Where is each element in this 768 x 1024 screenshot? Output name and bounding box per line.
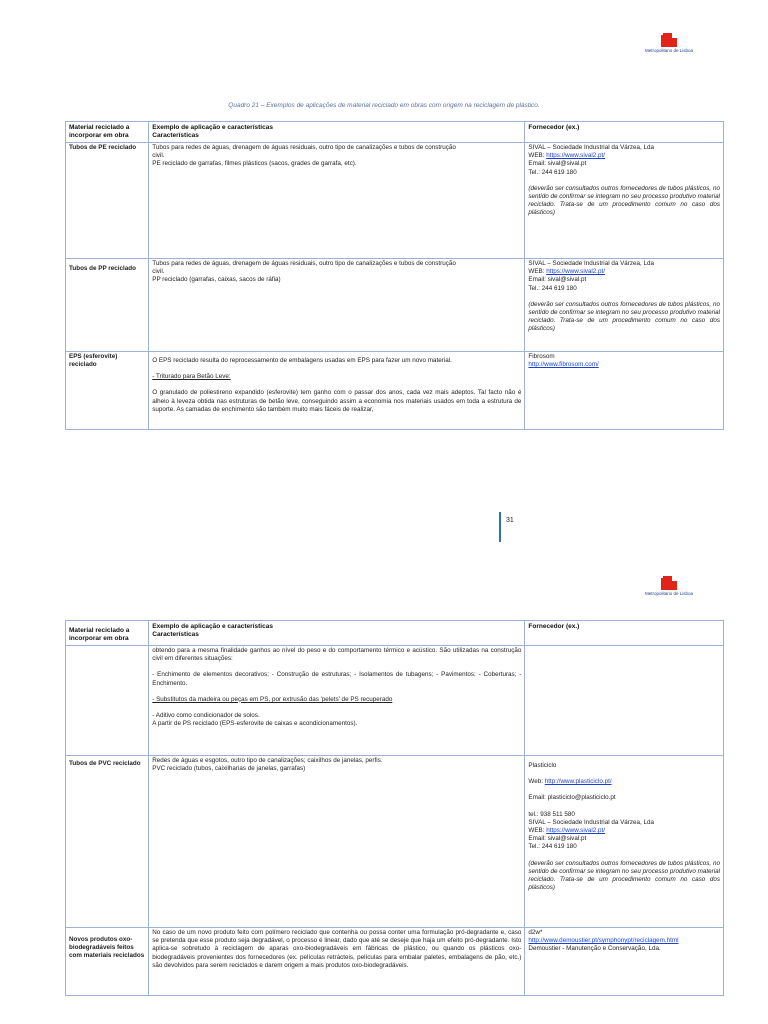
material-label: Tubos de PVC reciclado <box>69 760 141 767</box>
supplier-email: Email: sival@sival.pt <box>528 160 587 168</box>
supplier-name: Demoustier - Manutenção e Conservação, Lda. <box>528 945 661 953</box>
table-header-row <box>66 122 724 143</box>
description-cell <box>149 143 525 259</box>
supplier-web-link[interactable]: http://www.demoustier.pt/symphonypt/reciclagem.html <box>528 937 679 945</box>
header-supplier: Fornecedor (ex.) <box>525 122 724 143</box>
header-material: Material reciclado a incorporar em obra <box>66 621 149 646</box>
material-label: Tubos de PP reciclado <box>69 265 136 272</box>
table-caption: Quadro 21 – Exemplos de aplicações de material reciclado em obras com origem na reciclagem de plástico. <box>228 102 540 109</box>
description-line: PVC reciclado (tubos, caixilharias de janelas, garrafas) <box>152 765 306 773</box>
table-header-row <box>66 621 724 646</box>
supplier-web-link[interactable]: https://www.sival2.pt/ <box>546 268 606 276</box>
description-line: Tubos para redes de águas, drenagem de águas residuais, outro tipo de canalizações e tubos de construção <box>152 260 456 267</box>
table-row <box>66 928 724 996</box>
supplier-name: Fibrosom <box>528 353 555 360</box>
supplier-phone: Tel.: 244 619 180 <box>528 284 577 292</box>
description-paragraph: obtendo para a mesma finalidade ganhos ao nível do peso e do comportamento térmico e acústico. São utilizadas na construção civil em diferentes situações: <box>152 647 522 663</box>
table-row <box>66 756 724 928</box>
description-subheading: - Substitutos da madeira ou peças em PS, por extrusão das 'pelets' de PS recuperado <box>152 695 393 703</box>
supplier-cell <box>525 646 724 756</box>
header-supplier: Fornecedor (ex.) <box>525 621 724 646</box>
supplier-name: Plasticiclo <box>528 762 557 769</box>
header-application-line1: Exemplo de aplicação e características <box>152 623 273 630</box>
description-cell <box>149 352 525 430</box>
description-paragraph: A partir de PS reciclado (EPS-esferovite de caixas e acondicionamentos). <box>152 720 358 728</box>
material-label: Tubos de PE reciclado <box>69 144 137 151</box>
company-logo <box>634 33 704 53</box>
supplier-note: (deverão ser consultados outros fornecedores de tubos plásticos, no sentido de confirmar se integram no seu processo produtivo material reciclado. Trata-se de um procedimento comum no caso dos plásticos) <box>528 300 720 333</box>
supplier-web <box>528 827 720 835</box>
recycled-materials-table-2 <box>65 620 724 996</box>
supplier-web <box>528 152 720 160</box>
description-cell <box>149 259 525 352</box>
description-line: PE reciclado de garrafas, filmes plásticos (sacos, grades de garrafa, etc). <box>152 160 357 168</box>
supplier-web-link[interactable]: https://www.sival2.pt/ <box>546 827 606 835</box>
description-line: Tubos para redes de águas, drenagem de águas residuais, outro tipo de canalizações e tubos de construção <box>152 144 456 151</box>
supplier-phone: Tel.: 244 619 180 <box>528 168 577 176</box>
header-application <box>149 122 525 143</box>
supplier-email: Email: plasticiclo@plasticiclo.pt <box>528 794 616 802</box>
supplier-web <box>528 268 720 276</box>
description-line: PP reciclado (garrafas, caixas, sacos de ráfia) <box>152 276 281 284</box>
description-cell <box>149 928 525 996</box>
supplier-name: d2w* <box>528 929 543 936</box>
description-paragraph: - Aditivo como condicionador de solos. <box>152 712 260 720</box>
material-cell <box>66 928 149 996</box>
supplier-phone: Tel.: 244 619 180 <box>528 843 577 851</box>
logo-icon <box>661 576 677 590</box>
header-application-line1: Exemplo de aplicação e características <box>152 124 273 131</box>
header-application-line2: Características <box>152 132 199 139</box>
supplier-web-link[interactable]: https://www.sival2.pt/ <box>546 152 606 160</box>
material-cell <box>66 259 149 352</box>
description-line: civil. <box>152 152 165 160</box>
supplier-email: Email: sival@sival.pt <box>528 276 587 284</box>
material-cell <box>66 143 149 259</box>
material-label: Novos produtos oxo-biodegradáveis feitos com materiais reciclados <box>69 936 145 960</box>
page-number: 31 <box>506 517 514 524</box>
description-paragraph: O EPS reciclado resulta do reprocessamento de embalagens usadas em EPS para fazer um novo material. <box>152 357 452 364</box>
supplier-note: (deverão ser consultados outros fornecedores de tubos plásticos, no sentido de confirmar se integram no seu processo produtivo material reciclado. Trata-se de um procedimento comum no caso dos plásticos) <box>528 859 720 892</box>
header-application <box>149 621 525 646</box>
header-material: Material reciclado a incorporar em obra <box>66 122 149 143</box>
web-label: Web: <box>528 778 545 786</box>
header-application-line2: Características <box>152 631 199 638</box>
description-subheading: - Triturado para Betão Leve: <box>152 373 231 381</box>
description-line: civil. <box>152 268 165 276</box>
recycled-materials-table-1 <box>65 121 724 430</box>
material-cell <box>66 756 149 928</box>
description-cell <box>149 756 525 928</box>
description-cell <box>149 646 525 756</box>
table-row <box>66 259 724 352</box>
material-label: EPS (esferovite) reciclado <box>69 353 118 369</box>
supplier-name: SIVAL – Sociedade Industrial da Várzea, Lda <box>528 144 655 151</box>
supplier-cell <box>525 352 724 430</box>
supplier-web-link[interactable]: http://www.plasticiclo.pt/ <box>544 778 612 786</box>
table-row <box>66 352 724 430</box>
description-paragraph: - Enchimento de elementos decorativos; - Construção de estruturas; - Isolamentos de tubagens; - Pavimentos; - Coberturas; - Enchimento. <box>152 671 522 687</box>
logo-icon <box>661 33 677 47</box>
material-cell <box>66 646 149 756</box>
supplier-name: SIVAL – Sociedade Industrial da Várzea, Lda <box>528 818 655 826</box>
description-paragraph: No caso de um novo produto feito com polímero reciclado que contenha ou possa conter uma formulação pró-degradante e, caso se pretenda que esse produto seja degradável, o processo é linear, dado que até se deseje que haja um efeito pró-degradante. Isto aplica-se sobretudo à reciclagem de aparas oxo-biodegradáveis em fábricas de plástico, ou quando os plásticos oxo-biodegradáveis provenientes dos fornecedores (ex. películas retrácteis, películas para embalar paletes, embalagens de pão, etc.) são devolvidos para serem reciclados e darem origem a mais produtos oxo-biodegradáveis. <box>152 929 522 969</box>
supplier-note: (deverão ser consultados outros fornecedores de tubos plásticos, no sentido de confirmar se integram no seu processo produtivo material reciclado. Trata-se de um procedimento comum no caso dos plásticos) <box>528 184 720 217</box>
company-logo <box>634 576 704 596</box>
material-cell <box>66 352 149 430</box>
supplier-cell <box>525 756 724 928</box>
supplier-name: SIVAL – Sociedade Industrial da Várzea, Lda <box>528 260 655 267</box>
supplier-cell <box>525 259 724 352</box>
supplier-phone: tel.: 938 511 580 <box>528 810 575 818</box>
web-label: WEB: <box>528 827 547 835</box>
supplier-web <box>528 778 720 786</box>
supplier-cell <box>525 143 724 259</box>
description-paragraph: O granulado de poliestireno expandido (esferovite) tem ganho com o passar dos anos, cada vez mais adeptos. Tal facto não é alheio à leveza obtida nas estruturas de betão leve, conseguindo assim a economia nos materiais usados em toda a estrutura de suporte. As camadas de enchimento são também muito mais fáceis de realizar, <box>152 389 522 413</box>
web-label: WEB: <box>528 152 547 160</box>
supplier-email: Email: sival@sival.pt <box>528 835 587 843</box>
logo-text: Metropolitano de Lisboa <box>644 591 694 596</box>
table-row <box>66 143 724 259</box>
supplier-web-link[interactable]: http://www.fibrosom.com/ <box>528 361 599 369</box>
description-line: Redes de águas e esgotos, outro tipo de canalizações; caixilhos de janelas, perfis. <box>152 757 383 764</box>
web-label: WEB: <box>528 268 547 276</box>
supplier-cell <box>525 928 724 996</box>
page-number-bar <box>499 512 501 542</box>
logo-text: Metropolitano de Lisboa <box>644 48 694 53</box>
table-row <box>66 646 724 756</box>
